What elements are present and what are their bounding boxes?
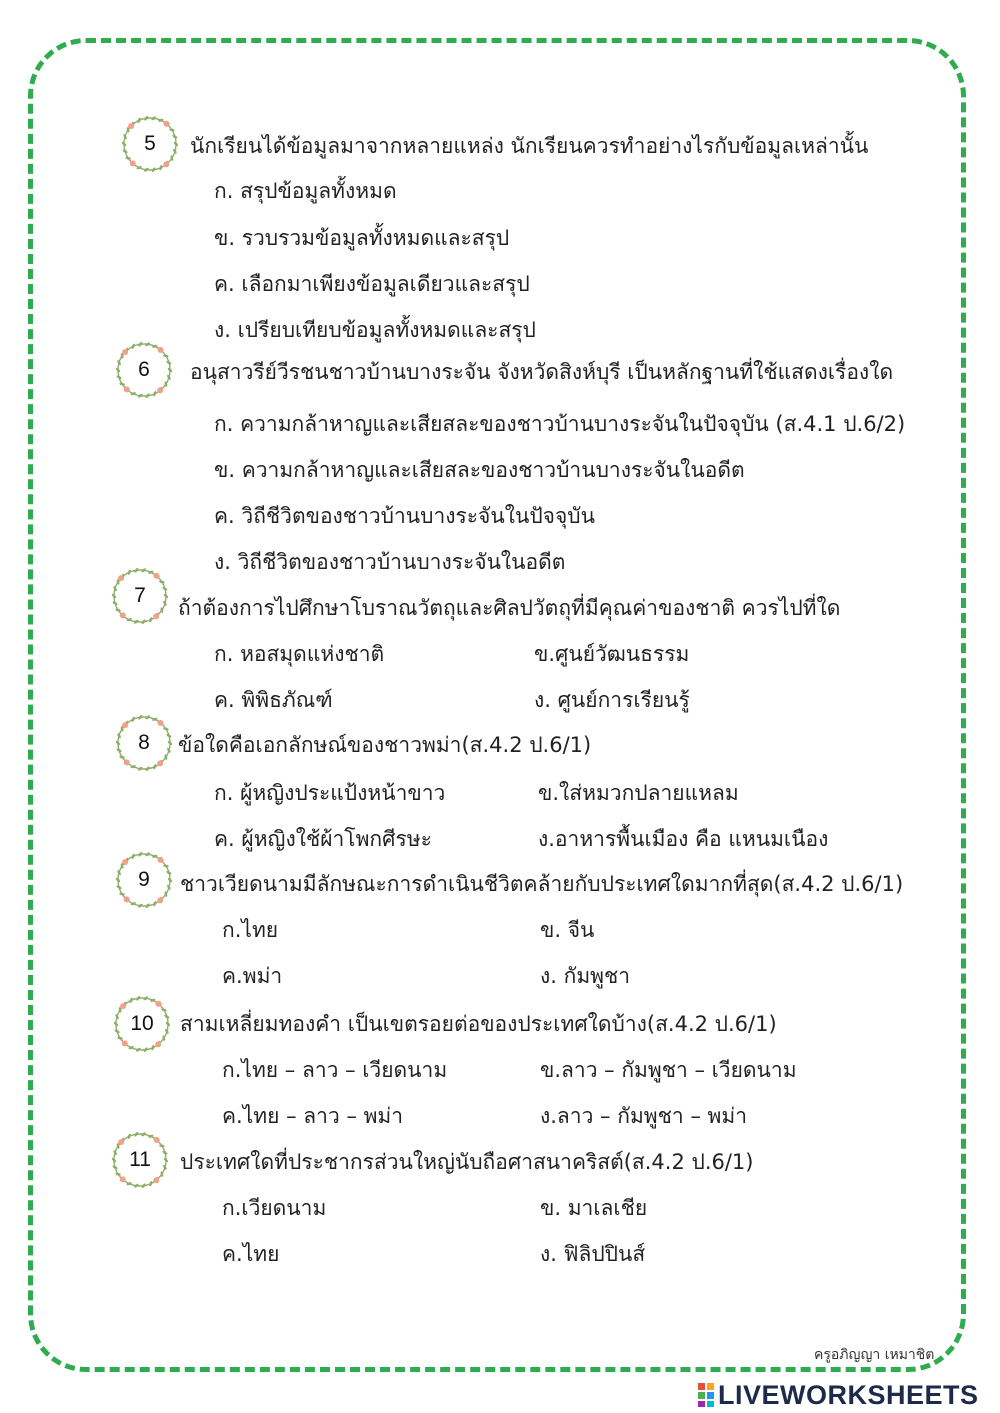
option-c[interactable]: ค.พม่า: [222, 964, 283, 988]
option-c[interactable]: ค. วิถีชีวิตของชาวบ้านบางระจันในปัจจุบัน: [214, 504, 595, 528]
question-text: นักเรียนได้ข้อมูลมาจากหลายแหล่ง นักเรียนควรทำอย่างไรกับข้อมูลเหล่านั้น: [190, 134, 869, 158]
option-a[interactable]: ก. สรุปข้อมูลทั้งหมด: [214, 179, 397, 203]
question-number: 6: [138, 358, 150, 381]
question-number: 11: [129, 1148, 151, 1171]
question-number-badge: [112, 338, 176, 402]
option-c[interactable]: ค. ผู้หญิงใช้ผ้าโพกศีรษะ: [214, 827, 432, 851]
question-text: ถ้าต้องการไปศึกษาโบราณวัตถุและศิลปวัตถุที่มีคุณค่าของชาติ ควรไปที่ใด: [178, 596, 841, 620]
question-number: 5: [144, 132, 156, 155]
question-text: ประเทศใดที่ประชากรส่วนใหญ่นับถือศาสนาคริสต์(ส.4.2 ป.6/1): [180, 1150, 754, 1174]
option-a[interactable]: ก. ความกล้าหาญและเสียสละของชาวบ้านบางระจันในปัจจุบัน (ส.4.1 ป.6/2): [214, 412, 906, 436]
option-d[interactable]: ง. วิถีชีวิตของชาวบ้านบางระจันในอดีต: [214, 550, 566, 574]
option-d[interactable]: ง. เปรียบเทียบข้อมูลทั้งหมดและสรุป: [214, 318, 536, 342]
question-number-badge: [112, 848, 176, 912]
option-a[interactable]: ก.ไทย: [222, 918, 279, 942]
teacher-credit: ครูอภิญญา เหมาชิต: [814, 1347, 935, 1363]
question-number-badge: [112, 711, 176, 775]
question-number: 7: [134, 584, 146, 607]
question-number-badge: [108, 1128, 172, 1192]
option-c[interactable]: ค. เลือกมาเพียงข้อมูลเดียวและสรุป: [214, 272, 530, 296]
option-a[interactable]: ก. ผู้หญิงประแป้งหน้าขาว: [214, 781, 446, 805]
liveworksheets-watermark: [697, 1381, 979, 1409]
question-text: อนุสาวรีย์วีรชนชาวบ้านบางระจัน จังหวัดสิงห์บุรี เป็นหลักฐานที่ใช้แสดงเรื่องใด: [190, 360, 894, 384]
option-b[interactable]: ข. จีน: [540, 918, 595, 942]
option-b[interactable]: ข. รวบรวมข้อมูลทั้งหมดและสรุป: [214, 226, 510, 250]
option-d[interactable]: ง. ศูนย์การเรียนรู้: [534, 688, 690, 712]
question-number: 10: [130, 1012, 154, 1035]
option-d[interactable]: ง. ฟิลิปปินส์: [540, 1242, 646, 1266]
option-c[interactable]: ค.ไทย – ลาว – พม่า: [222, 1104, 404, 1128]
option-c[interactable]: ค.ไทย: [222, 1242, 280, 1266]
option-d[interactable]: ง.อาหารพื้นเมือง คือ แหนมเนือง: [538, 827, 829, 851]
question-number: 8: [138, 731, 150, 754]
question-number-badge: [110, 992, 174, 1056]
option-c[interactable]: ค. พิพิธภัณฑ์: [214, 688, 333, 712]
option-a[interactable]: ก.เวียดนาม: [222, 1196, 327, 1220]
liveworksheets-logo-icon: [697, 1382, 715, 1408]
question-text: สามเหลี่ยมทองคำ เป็นเขตรอยต่อของประเทศใดบ้าง(ส.4.2 ป.6/1): [180, 1012, 777, 1036]
question-number-badge: [118, 112, 182, 176]
option-b[interactable]: ข. ความกล้าหาญและเสียสละของชาวบ้านบางระจันในอดีต: [214, 458, 745, 482]
liveworksheets-text: LIVEWORKSHEETS: [718, 1379, 979, 1410]
option-b[interactable]: ข.ศูนย์วัฒนธรรม: [534, 642, 690, 666]
question-number-badge: [108, 564, 172, 628]
option-d[interactable]: ง.ลาว – กัมพูชา – พม่า: [540, 1104, 748, 1128]
option-a[interactable]: ก. หอสมุดแห่งชาติ: [214, 642, 385, 666]
option-d[interactable]: ง. กัมพูชา: [540, 964, 631, 988]
question-text: ชาวเวียดนามมีลักษณะการดำเนินชีวิตคล้ายกับประเทศใดมากที่สุด(ส.4.2 ป.6/1): [180, 872, 904, 896]
question-number: 9: [138, 868, 150, 891]
option-b[interactable]: ข.ลาว – กัมพูชา – เวียดนาม: [540, 1058, 797, 1082]
option-a[interactable]: ก.ไทย – ลาว – เวียดนาม: [222, 1058, 448, 1082]
option-b[interactable]: ข.ใส่หมวกปลายแหลม: [538, 781, 739, 805]
question-text: ข้อใดคือเอกลักษณ์ของชาวพม่า(ส.4.2 ป.6/1): [178, 733, 592, 757]
option-b[interactable]: ข. มาเลเชีย: [540, 1196, 648, 1220]
